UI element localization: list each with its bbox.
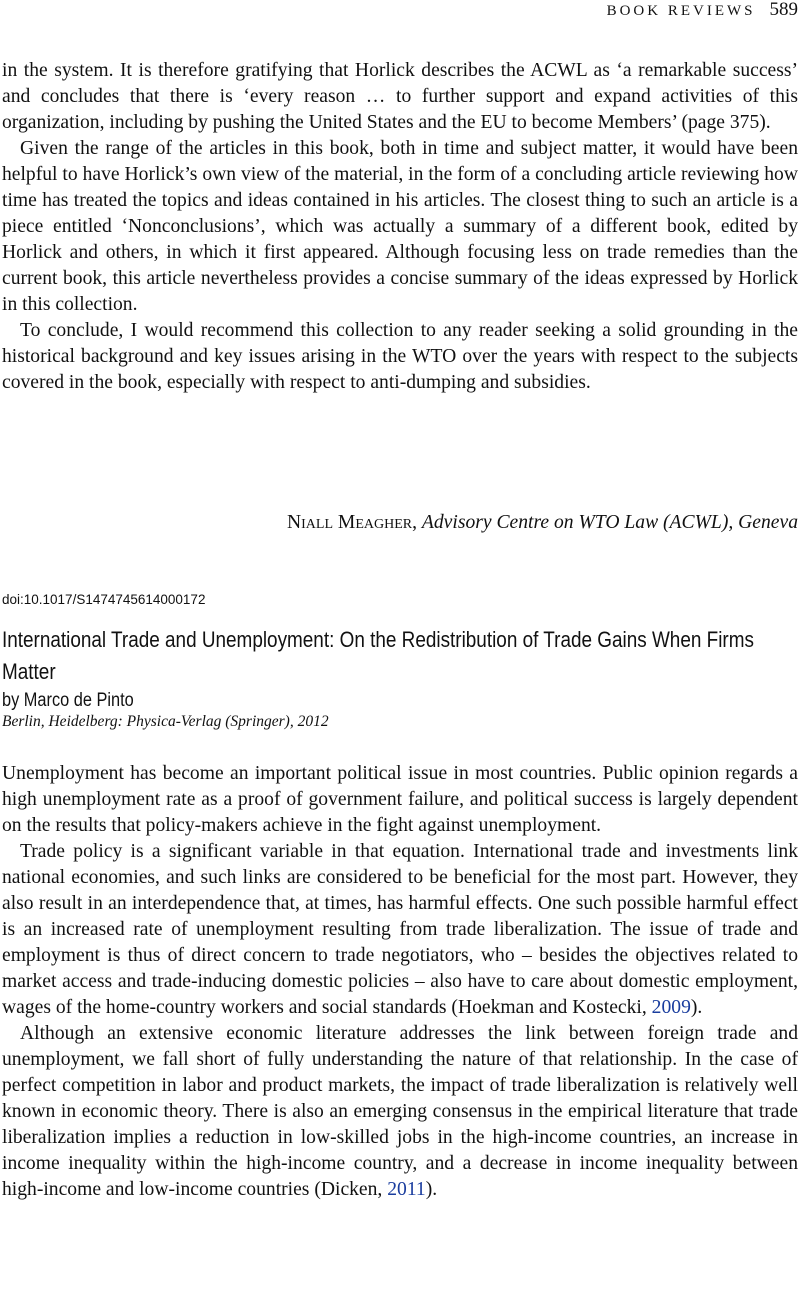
paragraph-text: Trade policy is a significant variable in that equation. International trade and investments link national economies, and such links are considered to be beneficial for the most part. However, they also result in an interdependence that, at times, has harmful effects. One such possible harmful effect is an increased rate of unemployment resulting from trade liberalization. The issue of trade and employment is thus of direct concern to trade negotiators, who – besides the objectives related to market access and trade-inducing domestic policies – also have to care about domestic employment, wages of the home-country workers and social standards (Hoekman and Kostecki, xyxy=(2,841,798,1018)
paragraph: in the system. It is therefore gratifying that Horlick describes the ACWL as ‘a remarkable success’ and concludes that there is ‘every reason … to further support and expand activities of this organization, including by pushing the United States and the EU to become Members’ (page 375). xyxy=(2,60,798,133)
book-author: by Marco de Pinto xyxy=(2,690,134,711)
book-publisher: Berlin, Heidelberg: Physica-Verlag (Springer), 2012 xyxy=(2,713,329,730)
paragraph: Unemployment has become an important political issue in most countries. Public opinion regards a high unemployment rate as a proof of government failure, and political success is largely dependent on the results that policy-makers achieve in the fight against unemployment. xyxy=(2,763,798,836)
citation-link[interactable]: 2009 xyxy=(651,997,691,1018)
book-title: International Trade and Unemployment: On the Redistribution of Trade Gains When Firms Matter xyxy=(2,627,754,684)
page-number: 589 xyxy=(769,0,798,20)
previous-review-body xyxy=(2,58,798,396)
review-body xyxy=(2,761,798,1203)
running-title: BOOK REVIEWS xyxy=(606,3,756,19)
reviewer-signature xyxy=(98,510,798,536)
paragraph: To conclude, I would recommend this collection to any reader seeking a solid grounding in the historical background and key issues arising in the WTO over the years with respect to the subjects covered in the book, especially with respect to anti-dumping and subsidies. xyxy=(2,320,798,393)
paragraph xyxy=(2,839,798,1021)
doi-link[interactable]: doi:10.1017/S1474745614000172 xyxy=(2,592,206,607)
citation-link[interactable]: 2011 xyxy=(387,1179,426,1200)
paragraph: Given the range of the articles in this book, both in time and subject matter, it would have been helpful to have Horlick’s own view of the material, in the form of a concluding article reviewing how time has treated the topics and ideas contained in his articles. The closest thing to such an article is a piece entitled ‘Nonconclusions’, which was actually a summary of a different book, edited by Horlick and others, in which it first appeared. Although focusing less on trade remedies than the current book, this article nevertheless provides a concise summary of the ideas expressed by Horlick in this collection. xyxy=(2,138,798,315)
reviewer-city: Geneva xyxy=(738,512,798,533)
paragraph xyxy=(2,1021,798,1203)
running-header xyxy=(607,0,800,24)
paragraph-tail: ). xyxy=(425,1179,438,1200)
paragraph-tail: ). xyxy=(690,997,703,1018)
reviewer-name: Niall Meagher, xyxy=(286,512,418,533)
paragraph-text: Although an extensive economic literature addresses the link between foreign trade and unemployment, we fall short of fully understanding the nature of that relationship. In the case of perfect competition in labor and product markets, the impact of trade liberalization is relatively well known in economic theory. There is also an emerging consensus in the empirical literature that trade liberalization implies a reduction in low-skilled jobs in the high-income countries, an increase in income inequality within the high-income country, and a decrease in income inequality between high-income and low-income countries (Dicken, xyxy=(2,1023,798,1200)
reviewer-affiliation: Advisory Centre on WTO Law (ACWL), xyxy=(421,512,734,533)
